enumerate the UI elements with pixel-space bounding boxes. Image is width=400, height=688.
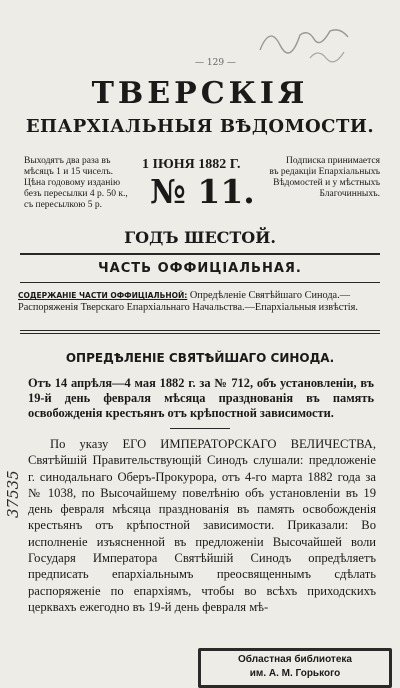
stamp-line: Областная библиотека [238, 654, 352, 665]
svg-text:37535: 37535 [4, 470, 22, 518]
contents-summary [18, 290, 382, 314]
section-title: ЧАСТЬ ОФФИЦІАЛЬНАЯ. [98, 261, 302, 276]
issue-number: № 11. [150, 172, 255, 211]
handwritten-scribble [250, 20, 380, 70]
subscription-info-line: Вѣдомостей и у мѣстныхъ [273, 178, 380, 188]
divider [20, 253, 380, 255]
publication-info-line: мѣсяцъ 1 и 15 чиселъ. [24, 167, 114, 177]
subscription-info-line: Подписка принимается [286, 156, 380, 166]
masthead-title: ТВЕРСКІЯ [91, 76, 309, 111]
stamp-line: им. А. М. Горького [249, 668, 341, 679]
publication-info-line: съ пересылкою 5 р. [24, 200, 102, 210]
short-divider [170, 428, 230, 429]
article-paragraph: По указу ЕГО ИМПЕРАТОРСКАГО ВЕЛИЧЕСТВА, Святѣйшій Правительствующій Синодъ слушали: предложеніе г. синодальнаго Оберъ-Прокурора, отъ 4-го марта 1882 года за № 1038, по Высочайшему повелѣнію объ установленіи въ 19 день февраля мѣсяца празднованія въ память освобожденія крестьянъ отъ крѣпостной зависимости. Приказали: Во исполненіе изъясненной въ предложеніи Высочайшей воли Государя Императора Святѣйшій Синодъ опредѣляетъ предписать епархіальнымъ преосвященнымъ сдѣлать распоряженіе по епархіямъ, чтобы во всѣхъ приходскихъ церквахъ ежегодно въ 19-й день февраля мѣ- [28, 437, 376, 614]
subscription-info-line: въ редакціи Епархіальныхъ [269, 167, 380, 177]
subscription-info-line: Благочинныхъ. [319, 189, 380, 199]
library-stamp [198, 648, 392, 688]
masthead-subtitle: ЕПАРХІАЛЬНЫЯ ВѢДОМОСТИ. [25, 116, 375, 137]
divider [20, 330, 380, 331]
article-body [28, 436, 376, 615]
contents-text: Опредѣленіе Святѣйшаго Синода.— Распоряженія Тверскаго Епархіальнаго Начальства.—Епархіальныя извѣстія. [18, 290, 358, 313]
divider [20, 333, 380, 334]
publication-year: ГОДЪ ШЕСТОЙ. [124, 228, 276, 247]
article-headline: ОПРЕДѢЛЕНІЕ СВЯТѢЙШАГО СИНОДА. [65, 351, 335, 365]
contents-label: СОДЕРЖАНІЕ ЧАСТИ ОФФИЦІАЛЬНОЙ: [18, 291, 188, 300]
page-number: — 129 — [195, 58, 236, 68]
issue-date: 1 ІЮНЯ 1882 Г. [142, 157, 241, 172]
publication-info [24, 156, 154, 211]
publication-info-line: Цѣна годовому изданію [24, 178, 121, 188]
article-lead: Отъ 14 апрѣля—4 мая 1882 г. за № 712, объ установленіи, въ 19-й день февраля мѣсяца празднованія въ память освобожденія крестьянъ отъ крѣпостной зависимости. [28, 376, 374, 420]
publication-info-line: безъ пересылки 4 р. 50 к., [24, 189, 128, 199]
publication-info-line: Выходятъ два раза въ [24, 156, 111, 166]
handwritten-accession-number [4, 460, 24, 520]
subscription-info [250, 156, 380, 200]
divider [20, 282, 380, 283]
